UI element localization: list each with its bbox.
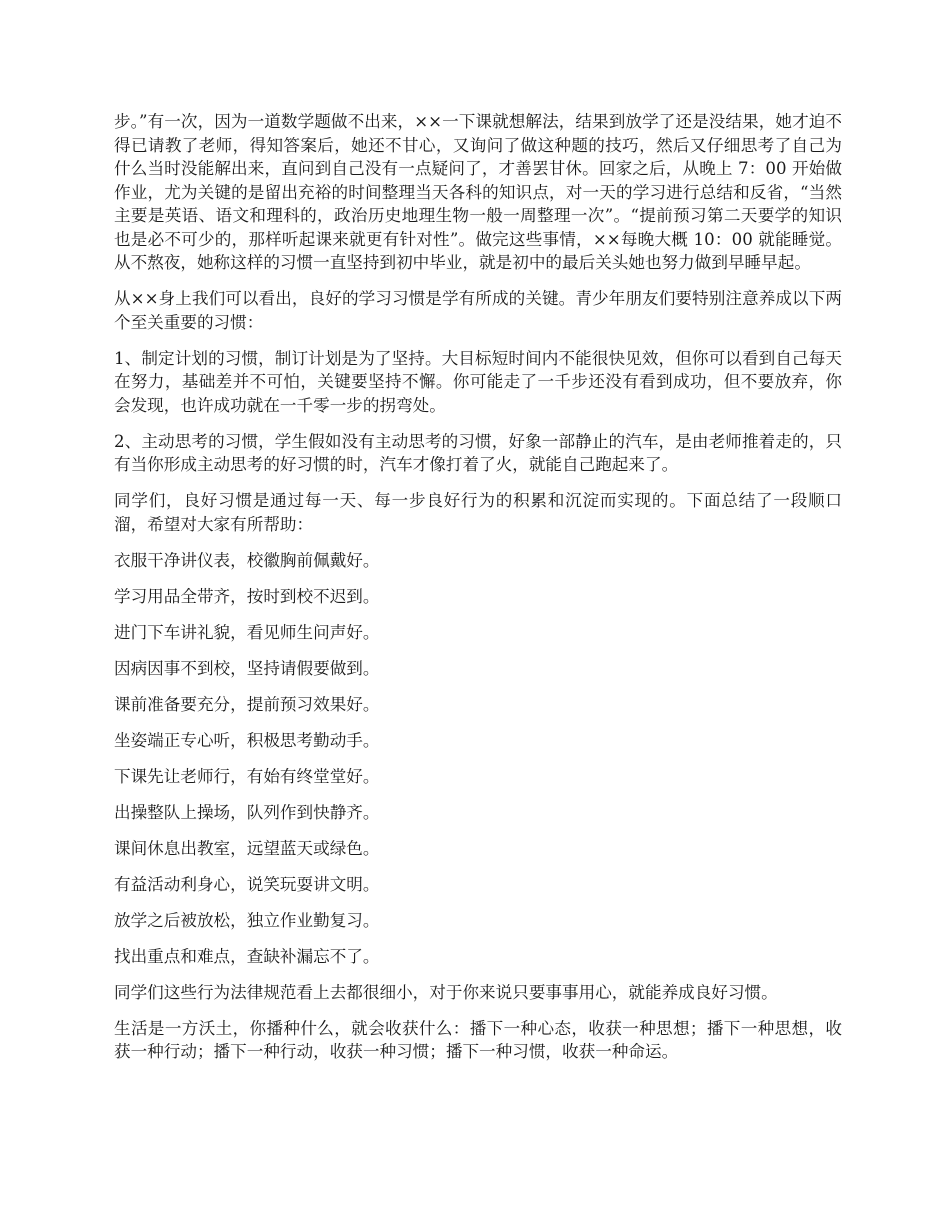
rhyme-line: 衣服干净讲仪表，校徽胸前佩戴好。 [114, 550, 380, 570]
rhyme-line: 坐姿端正专心听，积极思考勤动手。 [114, 730, 380, 750]
rhyme-line: 课前准备要充分，提前预习效果好。 [114, 694, 380, 714]
paragraph-closing-1: 同学们这些行为法律规范看上去都很细小，对于你来说只要事事用心，就能养成良好习惯。 [114, 982, 778, 1002]
paragraph-story: 步。”有一次，因为一道数学题做不出来，××一下课就想解法，结果到放学了还是没结果，她才迫不得已请教了老师，得知答案后，她还不甘心，又询问了做这种题的技巧，然后又仔细思考了自己为什么当时没能解出来，直问到自己没有一点疑问了，才善罢甘休。回家之后，从晚上 7：00 开始做作业，尤为关键的是留出充裕的时间整理当天各科的知识点，对一天的学习进行总结和反省，“当然主要是英语、语文和理科的，政治历史地理生物一般一周整理一次”。“提前预习第二天要学的知识也是必不可少的，那样听起课来就更有针对性”。做完这些事情，××每晚大概 10：00 就能睡觉。从不熬夜，她称这样的习惯一直坚持到初中毕业，就是初中的最后关头她也努力做到早睡早起。 [114, 112, 842, 272]
paragraph-habit-1: 1、制定计划的习惯，制订计划是为了坚持。大目标短时间内不能很快见效，但你可以看到自己每天在努力，基础差并不可怕，关键要坚持不懈。你可能走了一千步还没有看到成功，但不要放弃，你会发现，也许成功就在一千零一步的拐弯处。 [114, 348, 842, 415]
rhyme-line: 找出重点和难点，查缺补漏忘不了。 [114, 946, 380, 966]
rhyme-line: 有益活动利身心，说笑玩耍讲文明。 [114, 874, 380, 894]
rhyme-line: 放学之后被放松，独立作业勤复习。 [114, 910, 380, 930]
document-page [114, 110, 842, 1076]
rhyme-line: 进门下车讲礼貌，看见师生问声好。 [114, 622, 380, 642]
paragraph-lesson: 从××身上我们可以看出，良好的学习习惯是学有所成的关键。青少年朋友们要特别注意养成以下两个至关重要的习惯： [114, 289, 842, 332]
rhyme-line: 课间休息出教室，远望蓝天或绿色。 [114, 838, 380, 858]
paragraph-closing-2: 生活是一方沃土，你播种什么，就会收获什么：播下一种心态，收获一种思想；播下一种思想，收获一种行动；播下一种行动，收获一种习惯；播下一种习惯，收获一种命运。 [114, 1018, 842, 1061]
rhyme-line: 出操整队上操场，队列作到快静齐。 [114, 802, 380, 822]
rhyme-line: 学习用品全带齐，按时到校不迟到。 [114, 586, 380, 606]
paragraph-habit-2: 2、主动思考的习惯，学生假如没有主动思考的习惯，好象一部静止的汽车，是由老师推着走的，只有当你形成主动思考的好习惯的时，汽车才像打着了火，就能自己跑起来了。 [114, 431, 842, 474]
rhyme-line: 因病因事不到校，坚持请假要做到。 [114, 658, 380, 678]
rhyme-line: 下课先让老师行，有始有终堂堂好。 [114, 766, 380, 786]
paragraph-rhyme-intro: 同学们，良好习惯是通过每一天、每一步良好行为的积累和沉淀而实现的。下面总结了一段顺口溜，希望对大家有所帮助： [114, 491, 842, 534]
